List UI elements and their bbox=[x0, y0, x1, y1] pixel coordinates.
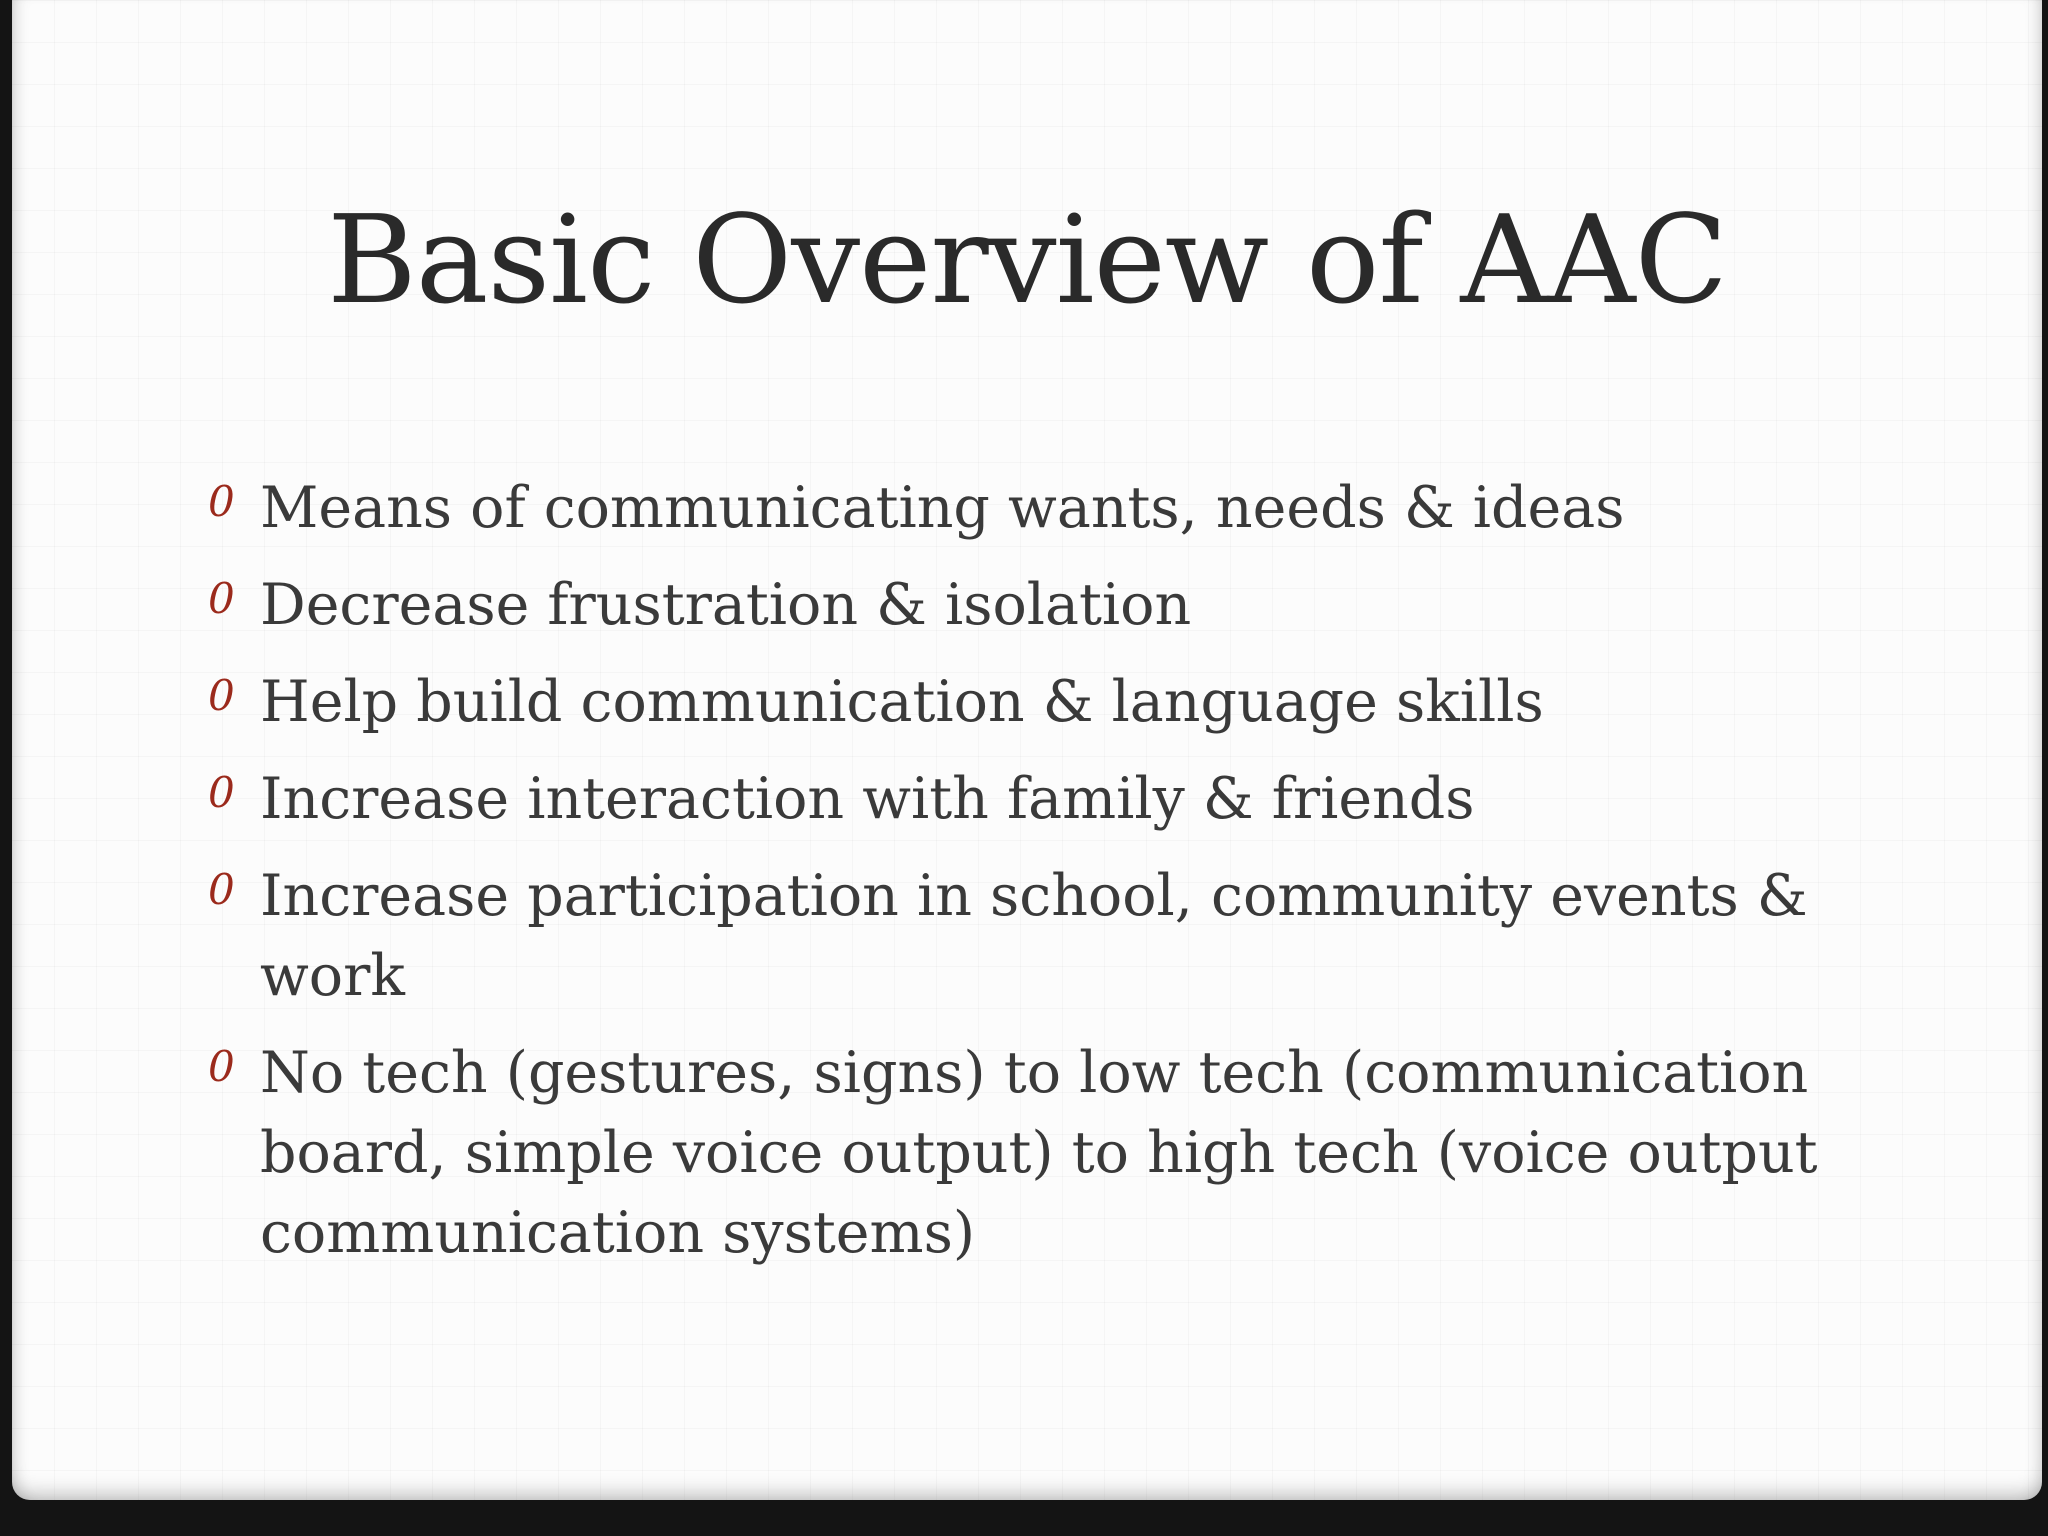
zero-bullet-icon: 0 bbox=[208, 1042, 235, 1091]
bullet-text: No tech (gestures, signs) to low tech (communication board, simple voice output) to high tech (voice output communication systems) bbox=[260, 1040, 1818, 1266]
zero-bullet-icon: 0 bbox=[208, 574, 235, 623]
list-item bbox=[12, 759, 1860, 839]
bullet-text: Decrease frustration & isolation bbox=[260, 572, 1192, 638]
zero-bullet-icon: 0 bbox=[208, 671, 235, 720]
zero-bullet-icon: 0 bbox=[208, 477, 235, 526]
bullet-text: Means of communicating wants, needs & ideas bbox=[260, 475, 1625, 541]
slide bbox=[12, 0, 2042, 1500]
slide-title: Basic Overview of AAC bbox=[327, 189, 1727, 331]
zero-bullet-icon: 0 bbox=[208, 865, 235, 914]
list-item bbox=[12, 856, 1860, 1016]
list-item bbox=[12, 1033, 1860, 1273]
bullet-list bbox=[12, 468, 2042, 1290]
bullet-text: Increase participation in school, community events & work bbox=[260, 863, 1808, 1009]
list-item bbox=[12, 662, 1860, 742]
zero-bullet-icon: 0 bbox=[208, 768, 235, 817]
bullet-text: Increase interaction with family & friends bbox=[260, 766, 1475, 832]
list-item bbox=[12, 565, 1860, 645]
list-item bbox=[12, 468, 1860, 548]
bullet-text: Help build communication & language skills bbox=[260, 669, 1544, 735]
